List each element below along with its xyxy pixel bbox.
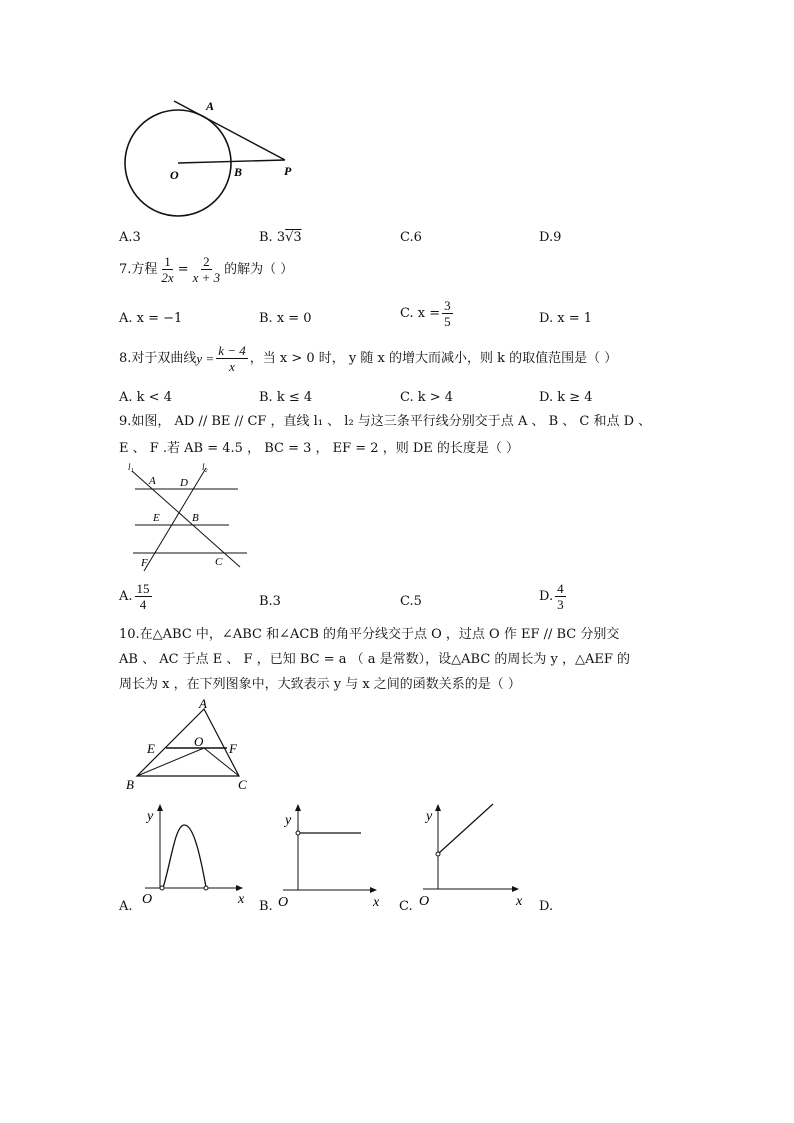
q10-option-b: B.: [259, 899, 273, 914]
label-b: B: [234, 165, 243, 179]
label-c: C: [215, 556, 223, 568]
q7-option-b: B. x = 0: [259, 311, 312, 326]
open-point: [436, 852, 440, 856]
label-f: F: [229, 741, 237, 756]
label-o: O: [170, 168, 179, 182]
q10-option-d: D.: [539, 899, 554, 914]
q7-rhs-fraction: [191, 254, 223, 285]
label-a: A: [206, 99, 215, 113]
label-e: E: [153, 512, 160, 524]
q10-graph-a: [135, 800, 250, 910]
q9-option-a: [119, 581, 154, 612]
q7-stem: [119, 254, 293, 285]
q6-option-b-radical: √3: [285, 230, 302, 245]
q10-triangle-figure: [123, 696, 258, 796]
q10-graph-b: [273, 800, 388, 910]
q9-option-a-den: 4: [139, 597, 147, 612]
q6-option-a: A.3: [119, 230, 141, 245]
q8-prefix: 8.对于双曲线: [119, 350, 197, 366]
label-l1: l₁: [128, 462, 134, 472]
q7-option-c-num: 3: [444, 298, 451, 313]
q9-option-a-num: 15: [136, 581, 150, 596]
q8-option-b: B. k ≤ 4: [259, 390, 313, 405]
curve: [163, 825, 206, 888]
q10-option-a: A.: [119, 899, 133, 914]
label-e: E: [147, 741, 155, 756]
y-axis-arrow: [157, 804, 163, 811]
q9-option-d-fraction: [555, 581, 566, 612]
q10-stem-line1: 10.在△ABC 中，∠ABC 和∠ACB 的角平分线交于点 O ，过点 O 作 EF // BC 分别交: [119, 627, 620, 642]
open-point: [296, 831, 300, 835]
label-f: F: [141, 557, 148, 569]
q9-option-c: C.5: [400, 594, 422, 609]
origin-label: O: [142, 892, 153, 907]
q8-option-c: C. k > 4: [400, 390, 454, 405]
q7-rhs-num: 2: [203, 254, 210, 269]
q9-stem-line2: E 、 F .若 AB = 4.5 ， BC = 3 ， EF = 2 ，则 DE 的长度是（ ）: [119, 441, 520, 456]
label-d: D: [180, 477, 188, 489]
y-axis-arrow: [295, 804, 301, 811]
q9-option-d-den: 3: [557, 597, 564, 612]
q7-option-c-den: 5: [444, 314, 451, 329]
x-label: x: [238, 892, 245, 907]
q7-option-c-prefix: C. x =: [400, 305, 441, 321]
q9-option-d: [539, 581, 568, 612]
y-label: y: [426, 809, 433, 824]
q9-option-d-prefix: D.: [539, 588, 554, 604]
x-axis-arrow: [512, 886, 519, 892]
q8-stem: [119, 343, 617, 374]
q7-lhs-num: 1: [164, 254, 171, 269]
label-p: P: [284, 164, 292, 178]
x-label: x: [516, 894, 523, 909]
label-c: C: [238, 777, 247, 792]
x-axis-arrow: [236, 885, 243, 891]
q8-fraction: [216, 343, 248, 374]
increasing-line: [439, 804, 493, 853]
origin-label: O: [419, 894, 430, 909]
q10-graph-c: [413, 800, 533, 910]
q9-option-b: B.3: [259, 594, 281, 609]
q7-option-d: D. x = 1: [539, 311, 592, 326]
q7-rhs-den: x + 3: [192, 270, 221, 285]
x-label: x: [373, 895, 380, 910]
q8-option-a: A. k < 4: [119, 390, 172, 405]
q10-stem-line2: AB 、 AC 于点 E 、 F ，已知 BC = a （ a 是常数），设△ABC 的周长为 y ，△AEF 的: [119, 652, 631, 667]
q6-circle-tangent-figure: [118, 95, 308, 220]
origin-label: O: [278, 895, 289, 910]
q10-option-c: C.: [399, 899, 413, 914]
q8-frac-den: x: [229, 359, 235, 374]
y-label: y: [285, 813, 292, 828]
q6-option-c: C.6: [400, 230, 422, 245]
label-b: B: [126, 777, 134, 792]
label-a: A: [149, 475, 156, 487]
q10-stem-line3: 周长为 x ，在下列图象中，大致表示 y 与 x 之间的函数关系的是（ ）: [119, 677, 521, 692]
q8-option-d: D. k ≥ 4: [539, 390, 593, 405]
q9-stem-line1: 9.如图， AD // BE // CF ，直线 l₁ 、 l₂ 与这三条平行线分别交于点 A 、 B 、 C 和点 D 、: [119, 414, 652, 429]
q6-option-b: [259, 229, 302, 247]
q8-suffix: ，当 x > 0 时， y 随 x 的增大而减小，则 k 的取值范围是（ ）: [249, 350, 618, 366]
q7-prefix: 7.方程: [119, 261, 158, 277]
q7-lhs-fraction: [159, 254, 175, 285]
y-label: y: [147, 809, 154, 824]
open-point-left: [160, 886, 164, 890]
q9-parallel-lines-figure: [125, 459, 250, 574]
q7-suffix: 的解为（ ）: [224, 261, 294, 277]
q9-option-a-fraction: [135, 581, 152, 612]
label-l2: l₂: [202, 462, 208, 472]
q6-option-b-label: B. 3: [259, 230, 286, 245]
q8-y-eq: y =: [196, 350, 215, 366]
q7-lhs-den: 2x: [161, 270, 174, 285]
q7-equals: =: [177, 261, 189, 277]
open-point-right: [204, 886, 208, 890]
label-a: A: [199, 696, 207, 711]
q9-option-d-num: 4: [557, 581, 564, 596]
q8-frac-num: k − 4: [218, 343, 246, 358]
q7-option-c: [400, 298, 455, 329]
q7-option-c-fraction: [442, 298, 453, 329]
q7-option-a: A. x = −1: [119, 311, 183, 326]
x-axis-arrow: [370, 887, 377, 893]
label-o: O: [194, 734, 204, 749]
label-b: B: [192, 512, 199, 524]
y-axis-arrow: [435, 804, 441, 811]
q6-option-d: D.9: [539, 230, 562, 245]
q9-option-a-prefix: A.: [119, 588, 133, 604]
